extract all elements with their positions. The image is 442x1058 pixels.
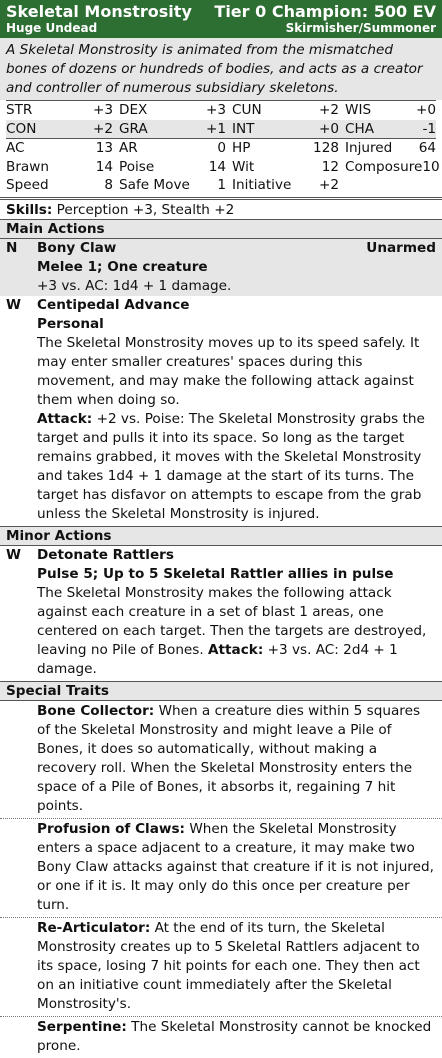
stat-label: GRA [119,120,148,137]
stat-value: 1 [217,177,226,193]
trait-text: When a creature dies within 5 squares of the Skeletal Monstrosity and might leave a Pile of Bones, it does so automatically, without making a recovery roll. When the Skeletal Monstrosity enters the space of a Pile of Bones, it absorbs it, regaining 7 hit points. [37,702,421,814]
stat-value: +2 [318,102,339,118]
trait-bone-collector [0,701,442,819]
stat-label: Wit [232,158,255,175]
trait-name: Bone Collector: [37,702,155,719]
action-text: The Skeletal Monstrosity moves up to its speed safely. It may enter smaller creatures' spaces during this movement, and may make the following attack against them when doing so. [37,334,420,408]
main-actions-heading: Main Actions [0,220,442,239]
skills-label: Skills: [6,201,53,218]
attack-label: Attack: [37,410,93,427]
attack-text: +3 vs. AC: 2d4 + 1 damage. [37,641,398,677]
action-text: The Skeletal Monstrosity makes the following attack against each creature in a set of blast 1 areas, one centered on each target. Then the targets are destroyed, leaving no Pile of Bones. Attack: +3 vs. AC: 2d4 + 1 damage. [37,584,427,677]
stat-value: +2 [318,177,339,193]
trait-text: When the Skeletal Monstrosity enters a space adjacent to a creature, it may make two Bony Claw attacks against that creature if it is not injured, or one if it is. It may only do this once per creature per turn. [37,820,434,913]
stats-row-defenses [6,138,436,158]
stat-label: CHA [345,120,375,137]
skills-text: Perception +3, Stealth +2 [56,201,235,218]
stat-value: 64 [418,140,436,156]
action-detonate-rattlers [0,546,442,681]
action-code: N [6,239,18,256]
stat-value: -1 [422,120,436,137]
stat-label: AR [119,140,138,156]
action-range: Melee 1; One creature [37,258,208,275]
minor-actions-heading: Minor Actions [0,526,442,546]
stat-value: 12 [321,158,339,175]
attack-text: +2 vs. Poise: The Skeletal Monstrosity grabs the target and pulls it into its space. So long as the target remains grabbed, it moves with the Skeletal Monstrosity and takes 1d4 + 1 damage at the start of its turns. The target has disfavor on attempts to escape from the grab unless the Skeletal Monstrosity is injured. [37,410,425,522]
stats-row-attributes-1 [6,100,436,120]
attack-label: Attack: [208,641,264,658]
trait-name: Re-Articulator: [37,919,151,936]
stat-label: Safe Move [119,177,190,193]
stat-value: 13 [95,140,113,156]
action-tag: Unarmed [366,239,436,256]
stat-value: 128 [313,140,339,156]
action-range: Personal [37,315,104,332]
skills-line [0,200,442,220]
stat-value: +3 [205,102,226,118]
flavor-text: A Skeletal Monstrosity is animated from the mismatched bones of dozens or hundreds of bodies, and acts as a creator and controller of numerous subsidiary skeletons. [0,38,442,100]
stat-value: 14 [208,158,226,175]
trait-text: The Skeletal Monstrosity cannot be knocked prone. [37,1018,432,1054]
stat-label: STR [6,102,33,118]
stat-value: +0 [318,120,339,137]
stat-value: +2 [92,120,113,137]
stats-table [0,100,442,197]
stat-label: AC [6,140,25,156]
stat-label: Initiative [232,177,292,193]
trait-re-articulator [0,918,442,1017]
stat-block-header [0,0,442,38]
action-name: Bony Claw [37,239,117,256]
stat-value: +0 [415,102,436,118]
action-name: Centipedal Advance [37,296,190,313]
stat-value: 10 [422,158,440,175]
special-traits-heading: Special Traits [0,681,442,701]
action-range: Pulse 5; Up to 5 Skeletal Rattler allies in pulse [37,565,394,582]
action-code: W [6,546,21,563]
creature-type: Huge Undead [6,21,98,35]
trait-serpentine [0,1017,442,1058]
stat-label: Speed [6,177,49,193]
stat-value: +1 [205,120,226,137]
action-name: Detonate Rattlers [37,546,174,563]
stat-label: CON [6,120,37,137]
action-code: W [6,296,21,313]
action-text: +3 vs. AC: 1d4 + 1 damage. [37,277,232,294]
stats-row-attributes-2 [6,120,436,139]
stat-label: Composure [345,158,423,175]
action-attack [37,410,436,524]
stat-label: Poise [119,158,155,175]
trait-profusion-of-claws [0,819,442,918]
stat-label: INT [232,120,255,137]
stats-row-saves [6,158,440,177]
creature-name: Skeletal Monstrosity [6,2,192,21]
stat-value: 0 [217,140,226,156]
stat-label: DEX [119,102,148,118]
action-bony-claw [0,239,442,296]
stat-label: Injured [345,140,393,156]
special-traits-list [0,701,442,1058]
stats-row-movement [6,176,436,197]
creature-roles: Skirmisher/Summoner [285,21,436,35]
stat-value: 8 [104,177,113,193]
action-centipedal-advance [0,296,442,526]
stat-value: 14 [95,158,113,175]
trait-text: At the end of its turn, the Skeletal Monstrosity creates up to 5 Skeletal Rattlers adjacent to its space, losing 7 hit points for each one. They then act on an initiative count immediately after the Skeletal Monstrosity's. [37,919,420,1012]
stat-label: CUN [232,102,262,118]
stat-label: WIS [345,102,372,118]
stat-label: Brawn [6,158,49,175]
tier-label: Tier 0 Champion: 500 EV [214,2,436,21]
trait-name: Serpentine: [37,1018,127,1035]
stat-label: HP [232,140,251,156]
stat-value: +3 [92,102,113,118]
trait-name: Profusion of Claws: [37,820,185,837]
